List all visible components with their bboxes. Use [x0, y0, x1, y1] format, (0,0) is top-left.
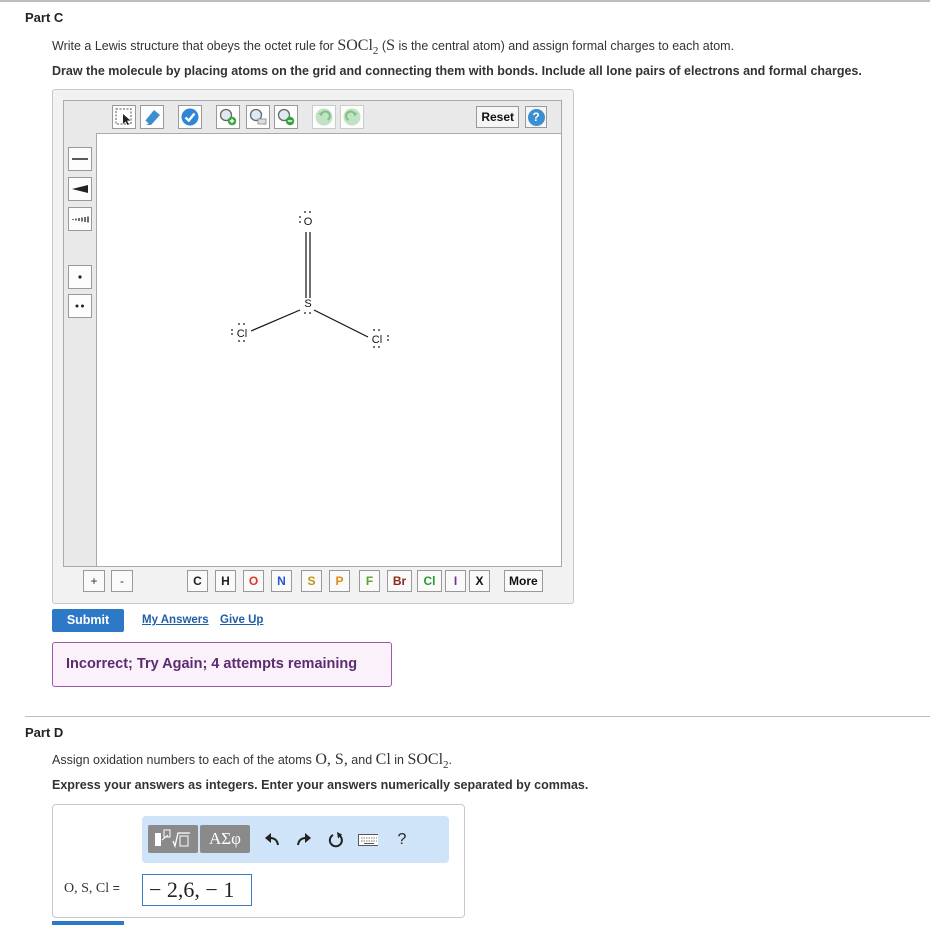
help-icon: ?	[528, 109, 545, 126]
templates-button[interactable]	[148, 825, 198, 853]
element-toolbar	[63, 567, 562, 597]
atom-sulfur[interactable]: S	[304, 298, 312, 310]
part-d-prompt-prefix: Assign oxidation numbers to each of the atoms	[52, 753, 312, 767]
more-elements-button[interactable]: More	[504, 570, 543, 592]
answer-label-atoms: O, S, Cl	[64, 881, 110, 896]
top-divider	[0, 0, 930, 2]
part-c-prompt	[52, 37, 734, 57]
element-button-br[interactable]: Br	[387, 570, 412, 592]
atom-chlorine-left[interactable]: Cl	[236, 328, 248, 340]
element-button-n[interactable]: N	[271, 570, 292, 592]
in-text: in	[394, 753, 404, 767]
part-c-instruction: Draw the molecule by placing atoms on the grid and connecting them with bonds. Include all lone pairs of electrons and formal charges.	[52, 64, 862, 78]
formula-main: SOCl	[407, 751, 444, 768]
chlorine-symbol: Cl	[375, 751, 391, 768]
redo-icon[interactable]	[294, 830, 314, 850]
feedback-message: Incorrect; Try Again; 4 attempts remaining	[52, 642, 392, 687]
and-text: and	[351, 753, 373, 767]
element-button-f[interactable]: F	[359, 570, 380, 592]
element-button-o[interactable]: O	[243, 570, 264, 592]
undo-icon[interactable]	[262, 830, 282, 850]
part-c-formula	[337, 37, 379, 58]
period: .	[448, 753, 453, 767]
element-button-cl[interactable]: Cl	[417, 570, 442, 592]
element-button-s[interactable]: S	[301, 570, 322, 592]
templates-icon	[148, 825, 198, 853]
answer-label-equals: =	[109, 881, 120, 895]
molecule-drawing-tool	[52, 89, 574, 604]
central-atom: S	[386, 37, 395, 54]
part-d-prompt	[52, 751, 452, 771]
part-c-prompt-suffix: is the central atom) and assign formal charges to each atom.	[398, 39, 735, 53]
reset-button[interactable]: Reset	[476, 106, 519, 128]
answer-input[interactable]: − 2,6, − 1	[142, 874, 252, 906]
part-d-formula	[407, 751, 449, 772]
part-c-title: Part C	[25, 10, 64, 25]
formula-main: SOCl	[337, 37, 373, 54]
part-d-instruction: Express your answers as integers. Enter your answers numerically separated by commas.	[52, 778, 589, 792]
atoms-list: O, S,	[315, 751, 348, 768]
submit-button-partial[interactable]	[52, 921, 124, 925]
greek-symbols-button[interactable]: ΑΣφ	[200, 825, 250, 853]
my-answers-link[interactable]: My Answers	[142, 614, 209, 626]
section-divider	[25, 716, 930, 717]
help-icon[interactable]: ?	[397, 831, 407, 848]
element-button-c[interactable]: C	[187, 570, 208, 592]
molecule-drawing	[64, 101, 561, 547]
atom-oxygen[interactable]: O	[303, 216, 313, 228]
give-up-link[interactable]: Give Up	[220, 614, 264, 626]
keyboard-icon[interactable]	[358, 830, 378, 850]
negative-charge-button[interactable]: -	[111, 570, 133, 592]
element-button-p[interactable]: P	[329, 570, 350, 592]
formula-subscript: 2	[443, 759, 449, 772]
reset-icon[interactable]	[326, 830, 346, 850]
positive-charge-button[interactable]: +	[83, 570, 105, 592]
formula-subscript: 2	[372, 45, 379, 58]
element-button-i[interactable]: I	[445, 570, 466, 592]
part-d-title: Part D	[25, 725, 64, 740]
submit-button[interactable]: Submit	[52, 609, 124, 632]
element-button-h[interactable]: H	[215, 570, 236, 592]
atom-chlorine-right[interactable]: Cl	[371, 334, 383, 346]
answer-panel	[52, 804, 465, 918]
drawing-canvas[interactable]	[63, 100, 562, 567]
paren-open: (	[381, 39, 387, 53]
element-button-x[interactable]: X	[469, 570, 490, 592]
math-toolbar	[142, 816, 449, 863]
answer-label	[64, 881, 120, 897]
part-c-prompt-prefix: Write a Lewis structure that obeys the octet rule for	[52, 39, 334, 53]
